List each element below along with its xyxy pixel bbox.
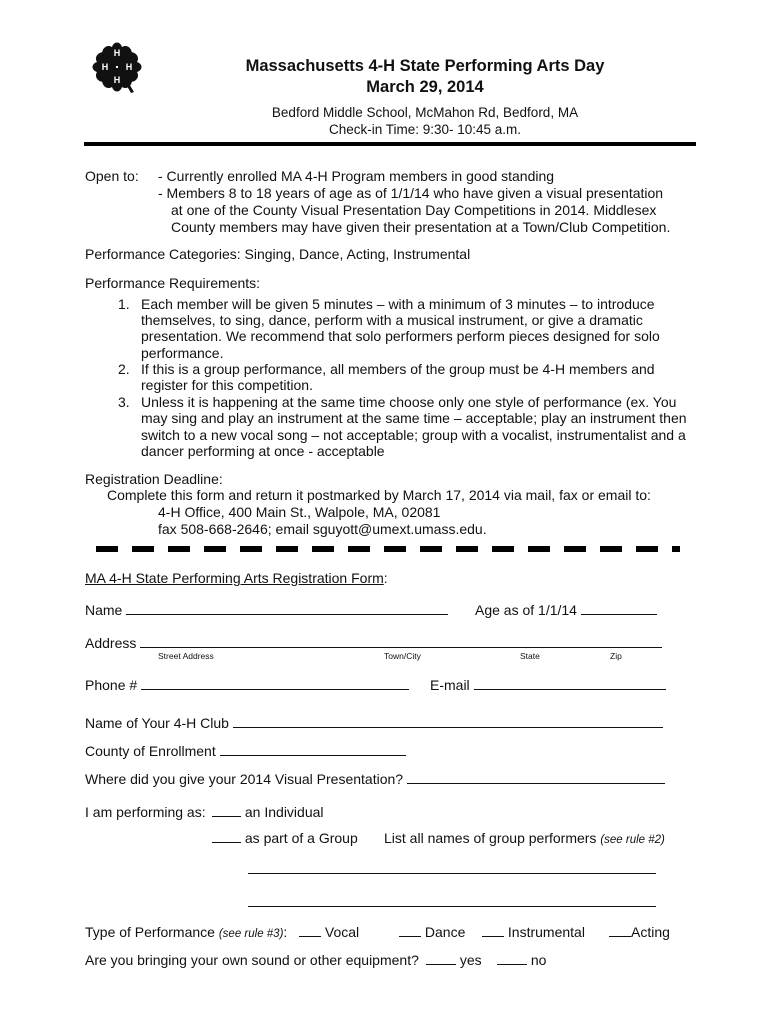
open-to-line: at one of the County Visual Presentation Day Competitions in 2014. Middlesex bbox=[171, 202, 657, 218]
visual-presentation-field[interactable] bbox=[85, 771, 665, 787]
event-date: March 29, 2014 bbox=[366, 78, 484, 96]
requirement-line: presentation. We recommend that solo performers perform pieces designed for solo bbox=[141, 328, 660, 344]
deadline-heading: Registration Deadline: bbox=[85, 471, 223, 487]
4h-clover-logo bbox=[86, 36, 148, 98]
deadline-line: Complete this form and return it postmarked by March 17, 2014 via mail, fax or email to: bbox=[107, 487, 651, 503]
age-label: Age as of 1/1/14 bbox=[475, 602, 577, 618]
performance-type-text: Type of Performance bbox=[85, 924, 215, 940]
acting-blank[interactable] bbox=[609, 924, 631, 937]
acting-label: Acting bbox=[631, 924, 670, 940]
vocal-blank[interactable] bbox=[299, 924, 321, 937]
email-field[interactable] bbox=[430, 677, 666, 693]
group-names-label: List all names of group performers bbox=[384, 830, 597, 846]
instrumental-label: Instrumental bbox=[507, 924, 585, 940]
requirement-line: Each member will be given 5 minutes – with a minimum of 3 minutes – to introduce bbox=[141, 296, 655, 312]
group-names-line[interactable] bbox=[248, 894, 656, 907]
email-blank[interactable] bbox=[474, 677, 666, 690]
instrumental-blank[interactable] bbox=[482, 924, 504, 937]
group-names-line[interactable] bbox=[248, 861, 656, 874]
performance-type-colon: : bbox=[283, 924, 288, 940]
deadline-address: 4-H Office, 400 Main St., Walpole, MA, 02081 bbox=[158, 504, 441, 520]
street-caption: Street Address bbox=[158, 651, 214, 661]
dance-label: Dance bbox=[424, 924, 466, 940]
yes-blank[interactable] bbox=[426, 952, 456, 965]
dance-blank[interactable] bbox=[399, 924, 421, 937]
individual-option[interactable] bbox=[212, 804, 324, 820]
dance-option[interactable] bbox=[399, 924, 465, 940]
no-label: no bbox=[530, 952, 547, 968]
requirement-line: switch to a new vocal song – not acceptable; group with a vocalist, instrumentalist and a bbox=[141, 427, 686, 443]
requirement-line: Unless it is happening at the same time choose only one style of performance (ex. You bbox=[141, 394, 677, 410]
town-caption: Town/City bbox=[384, 651, 421, 661]
form-title-text: MA 4-H State Performing Arts Registration Form bbox=[85, 570, 384, 586]
county-label: County of Enrollment bbox=[85, 743, 216, 759]
address-field[interactable] bbox=[85, 635, 662, 651]
open-to-line: - Members 8 to 18 years of age as of 1/1/14 who have given a visual presentation bbox=[158, 185, 664, 201]
equipment-no-option[interactable] bbox=[497, 952, 546, 968]
form-title-colon: : bbox=[383, 570, 388, 586]
instrumental-option[interactable] bbox=[482, 924, 585, 940]
visual-presentation-label: Where did you give your 2014 Visual Presentation? bbox=[85, 771, 404, 787]
event-location: Bedford Middle School, McMahon Rd, Bedford, MA bbox=[271, 105, 579, 120]
form-title bbox=[85, 570, 388, 586]
phone-field[interactable] bbox=[85, 677, 409, 693]
deadline-contact: fax 508-668-2646; email sguyott@umext.umass.edu. bbox=[158, 521, 487, 537]
requirement-line: themselves, to sing, dance, perform with a musical instrument, or give a dramatic bbox=[141, 312, 643, 328]
yes-label: yes bbox=[459, 952, 482, 968]
performing-as-label: I am performing as: bbox=[85, 804, 206, 820]
club-label: Name of Your 4-H Club bbox=[85, 715, 229, 731]
open-to-label: Open to: bbox=[85, 168, 139, 184]
group-option[interactable] bbox=[212, 830, 358, 846]
cut-line-divider bbox=[96, 546, 680, 552]
svg-text:H: H bbox=[101, 62, 109, 72]
requirement-line: performance. bbox=[141, 345, 224, 361]
open-to-line: County members may have given their presentation at a Town/Club Competition. bbox=[171, 219, 671, 235]
requirement-line: dancer performing at once - acceptable bbox=[141, 443, 385, 459]
visual-presentation-blank[interactable] bbox=[407, 771, 665, 784]
performance-type-label bbox=[85, 924, 287, 940]
club-field[interactable] bbox=[85, 715, 663, 731]
see-rule-2-note: (see rule #2) bbox=[600, 834, 665, 846]
club-blank[interactable] bbox=[233, 715, 663, 728]
phone-label: Phone # bbox=[85, 677, 138, 693]
svg-text:H: H bbox=[113, 75, 121, 85]
checkin-time: Check-in Time: 9:30- 10:45 a.m. bbox=[328, 122, 522, 137]
equipment-yes-option[interactable] bbox=[426, 952, 482, 968]
acting-option[interactable] bbox=[609, 924, 670, 940]
page-title: Massachusetts 4-H State Performing Arts Day bbox=[245, 57, 605, 75]
svg-text:H: H bbox=[125, 62, 133, 72]
group-blank[interactable] bbox=[212, 830, 241, 843]
name-field[interactable] bbox=[85, 602, 448, 618]
no-blank[interactable] bbox=[497, 952, 527, 965]
individual-blank[interactable] bbox=[212, 804, 241, 817]
name-blank[interactable] bbox=[126, 602, 448, 615]
age-blank[interactable] bbox=[581, 602, 657, 615]
requirement-line: If this is a group performance, all members of the group must be 4-H members and bbox=[141, 361, 655, 377]
individual-label: an Individual bbox=[244, 804, 324, 820]
state-caption: State bbox=[520, 651, 540, 661]
group-label: as part of a Group bbox=[244, 830, 358, 846]
email-label: E-mail bbox=[430, 677, 470, 693]
requirements-heading: Performance Requirements: bbox=[85, 275, 261, 291]
county-blank[interactable] bbox=[220, 743, 406, 756]
name-label: Name bbox=[85, 602, 123, 618]
address-label: Address bbox=[85, 635, 137, 651]
svg-text:H: H bbox=[113, 48, 121, 58]
vocal-option[interactable] bbox=[299, 924, 359, 940]
requirement-number: 3. bbox=[118, 394, 130, 410]
requirement-line: register for this competition. bbox=[141, 377, 313, 393]
performance-categories: Performance Categories: Singing, Dance, Acting, Instrumental bbox=[85, 246, 471, 262]
requirement-number: 1. bbox=[118, 296, 130, 312]
open-to-line: - Currently enrolled MA 4-H Program members in good standing bbox=[158, 168, 555, 184]
see-rule-3-note: (see rule #3) bbox=[218, 928, 284, 940]
address-blank[interactable] bbox=[140, 635, 662, 648]
zip-caption: Zip bbox=[610, 651, 622, 661]
header-divider bbox=[84, 142, 696, 146]
group-names-instruction bbox=[384, 830, 665, 846]
vocal-label: Vocal bbox=[324, 924, 360, 940]
requirement-number: 2. bbox=[118, 361, 130, 377]
age-field[interactable] bbox=[475, 602, 657, 618]
phone-blank[interactable] bbox=[141, 677, 409, 690]
county-field[interactable] bbox=[85, 743, 406, 759]
equipment-question: Are you bringing your own sound or other equipment? bbox=[85, 952, 419, 968]
requirement-line: may sing and play an instrument at the same time – acceptable; play an instrument then bbox=[141, 410, 687, 426]
